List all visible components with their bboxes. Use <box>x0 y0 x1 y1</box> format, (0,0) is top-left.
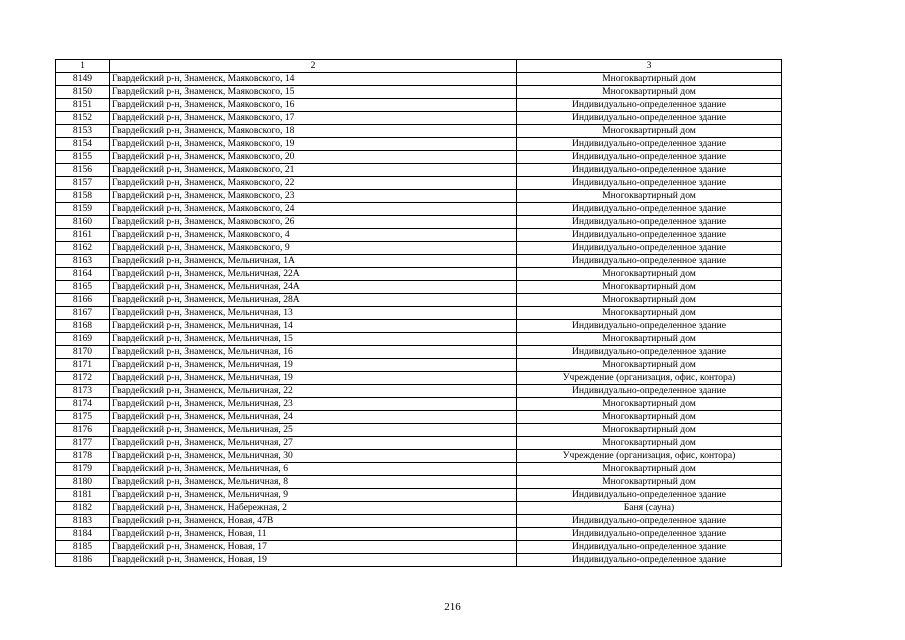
row-address: Гвардейский р-н, Знаменск, Новая, 17 <box>110 541 517 554</box>
row-number: 8157 <box>56 177 110 190</box>
table-row <box>56 411 782 424</box>
row-object-type: Многоквартирный дом <box>517 463 782 476</box>
row-object-type: Многоквартирный дом <box>517 476 782 489</box>
table-row <box>56 450 782 463</box>
row-object-type: Индивидуально-определенное здание <box>517 528 782 541</box>
row-number: 8158 <box>56 190 110 203</box>
column-header-number: 1 <box>56 60 110 73</box>
table-row <box>56 372 782 385</box>
row-object-type: Индивидуально-определенное здание <box>517 229 782 242</box>
table-row <box>56 99 782 112</box>
row-number: 8172 <box>56 372 110 385</box>
row-address: Гвардейский р-н, Знаменск, Новая, 19 <box>110 554 517 567</box>
row-object-type: Индивидуально-определенное здание <box>517 99 782 112</box>
table-row <box>56 346 782 359</box>
row-address: Гвардейский р-н, Знаменск, Мельничная, 30 <box>110 450 517 463</box>
table-row <box>56 359 782 372</box>
table-row <box>56 242 782 255</box>
row-object-type: Индивидуально-определенное здание <box>517 255 782 268</box>
table-row <box>56 320 782 333</box>
row-number: 8150 <box>56 86 110 99</box>
row-address: Гвардейский р-н, Знаменск, Маяковского, 21 <box>110 164 517 177</box>
row-number: 8177 <box>56 437 110 450</box>
row-object-type: Многоквартирный дом <box>517 398 782 411</box>
row-address: Гвардейский р-н, Знаменск, Маяковского, 26 <box>110 216 517 229</box>
table-row <box>56 476 782 489</box>
row-object-type: Многоквартирный дом <box>517 281 782 294</box>
row-number: 8154 <box>56 138 110 151</box>
row-number: 8182 <box>56 502 110 515</box>
row-number: 8170 <box>56 346 110 359</box>
table-row <box>56 86 782 99</box>
row-object-type: Многоквартирный дом <box>517 268 782 281</box>
row-object-type: Многоквартирный дом <box>517 190 782 203</box>
row-object-type: Индивидуально-определенное здание <box>517 164 782 177</box>
row-object-type: Баня (сауна) <box>517 502 782 515</box>
table-row <box>56 229 782 242</box>
row-object-type: Многоквартирный дом <box>517 294 782 307</box>
row-address: Гвардейский р-н, Знаменск, Мельничная, 15 <box>110 333 517 346</box>
header-row <box>56 60 782 73</box>
row-object-type: Учреждение (организация, офис, контора) <box>517 450 782 463</box>
row-address: Гвардейский р-н, Знаменск, Мельничная, 24А <box>110 281 517 294</box>
row-number: 8159 <box>56 203 110 216</box>
row-address: Гвардейский р-н, Знаменск, Маяковского, 18 <box>110 125 517 138</box>
row-address: Гвардейский р-н, Знаменск, Мельничная, 27 <box>110 437 517 450</box>
page-number: 216 <box>444 601 461 613</box>
row-address: Гвардейский р-н, Знаменск, Маяковского, 15 <box>110 86 517 99</box>
row-object-type: Индивидуально-определенное здание <box>517 216 782 229</box>
row-number: 8179 <box>56 463 110 476</box>
row-address: Гвардейский р-н, Знаменск, Маяковского, 4 <box>110 229 517 242</box>
row-address: Гвардейский р-н, Знаменск, Мельничная, 22 <box>110 385 517 398</box>
column-header-object-type: 3 <box>517 60 782 73</box>
row-address: Гвардейский р-н, Знаменск, Мельничная, 25 <box>110 424 517 437</box>
table-row <box>56 138 782 151</box>
row-object-type: Многоквартирный дом <box>517 359 782 372</box>
row-object-type: Индивидуально-определенное здание <box>517 177 782 190</box>
register-table <box>55 59 782 567</box>
table-body <box>56 73 782 567</box>
row-number: 8165 <box>56 281 110 294</box>
table-row <box>56 177 782 190</box>
row-number: 8153 <box>56 125 110 138</box>
row-number: 8175 <box>56 411 110 424</box>
column-header-address: 2 <box>110 60 517 73</box>
row-address: Гвардейский р-н, Знаменск, Мельничная, 14 <box>110 320 517 333</box>
row-number: 8151 <box>56 99 110 112</box>
row-object-type: Индивидуально-определенное здание <box>517 489 782 502</box>
table-row <box>56 216 782 229</box>
row-object-type: Многоквартирный дом <box>517 424 782 437</box>
table-row <box>56 73 782 86</box>
row-object-type: Многоквартирный дом <box>517 125 782 138</box>
row-address: Гвардейский р-н, Знаменск, Мельничная, 1А <box>110 255 517 268</box>
row-object-type: Индивидуально-определенное здание <box>517 385 782 398</box>
table-row <box>56 294 782 307</box>
table-row <box>56 385 782 398</box>
row-address: Гвардейский р-н, Знаменск, Маяковского, 17 <box>110 112 517 125</box>
row-object-type: Индивидуально-определенное здание <box>517 515 782 528</box>
row-object-type: Многоквартирный дом <box>517 73 782 86</box>
row-number: 8162 <box>56 242 110 255</box>
row-number: 8149 <box>56 73 110 86</box>
row-address: Гвардейский р-н, Знаменск, Мельничная, 6 <box>110 463 517 476</box>
row-address: Гвардейский р-н, Знаменск, Маяковского, 22 <box>110 177 517 190</box>
table-row <box>56 424 782 437</box>
row-address: Гвардейский р-н, Знаменск, Мельничная, 28А <box>110 294 517 307</box>
table-row <box>56 190 782 203</box>
row-number: 8155 <box>56 151 110 164</box>
table-row <box>56 125 782 138</box>
table-row <box>56 489 782 502</box>
row-number: 8171 <box>56 359 110 372</box>
row-address: Гвардейский р-н, Знаменск, Мельничная, 24 <box>110 411 517 424</box>
row-number: 8185 <box>56 541 110 554</box>
row-number: 8164 <box>56 268 110 281</box>
row-object-type: Индивидуально-определенное здание <box>517 554 782 567</box>
row-object-type: Индивидуально-определенное здание <box>517 346 782 359</box>
row-address: Гвардейский р-н, Знаменск, Мельничная, 23 <box>110 398 517 411</box>
row-address: Гвардейский р-н, Знаменск, Маяковского, 19 <box>110 138 517 151</box>
table-row <box>56 541 782 554</box>
row-address: Гвардейский р-н, Знаменск, Новая, 11 <box>110 528 517 541</box>
table-row <box>56 528 782 541</box>
row-address: Гвардейский р-н, Знаменск, Маяковского, 14 <box>110 73 517 86</box>
row-number: 8166 <box>56 294 110 307</box>
row-address: Гвардейский р-н, Знаменск, Новая, 47В <box>110 515 517 528</box>
row-number: 8156 <box>56 164 110 177</box>
row-number: 8180 <box>56 476 110 489</box>
row-address: Гвардейский р-н, Знаменск, Маяковского, 16 <box>110 99 517 112</box>
row-address: Гвардейский р-н, Знаменск, Маяковского, 9 <box>110 242 517 255</box>
row-address: Гвардейский р-н, Знаменск, Мельничная, 9 <box>110 489 517 502</box>
row-address: Гвардейский р-н, Знаменск, Маяковского, 24 <box>110 203 517 216</box>
row-number: 8160 <box>56 216 110 229</box>
row-object-type: Индивидуально-определенное здание <box>517 203 782 216</box>
table-row <box>56 151 782 164</box>
row-number: 8169 <box>56 333 110 346</box>
row-number: 8186 <box>56 554 110 567</box>
row-address: Гвардейский р-н, Знаменск, Набережная, 2 <box>110 502 517 515</box>
row-object-type: Учреждение (организация, офис, контора) <box>517 372 782 385</box>
row-address: Гвардейский р-н, Знаменск, Мельничная, 19 <box>110 372 517 385</box>
row-number: 8167 <box>56 307 110 320</box>
row-number: 8184 <box>56 528 110 541</box>
table-row <box>56 554 782 567</box>
row-object-type: Индивидуально-определенное здание <box>517 242 782 255</box>
table-row <box>56 463 782 476</box>
table-row <box>56 502 782 515</box>
row-object-type: Индивидуально-определенное здание <box>517 541 782 554</box>
table-header <box>56 60 782 73</box>
row-number: 8178 <box>56 450 110 463</box>
row-address: Гвардейский р-н, Знаменск, Маяковского, 20 <box>110 151 517 164</box>
row-number: 8174 <box>56 398 110 411</box>
row-object-type: Индивидуально-определенное здание <box>517 320 782 333</box>
row-object-type: Многоквартирный дом <box>517 437 782 450</box>
row-number: 8161 <box>56 229 110 242</box>
table-row <box>56 437 782 450</box>
row-object-type: Многоквартирный дом <box>517 411 782 424</box>
row-address: Гвардейский р-н, Знаменск, Мельничная, 19 <box>110 359 517 372</box>
table-row <box>56 515 782 528</box>
table-row <box>56 203 782 216</box>
row-number: 8173 <box>56 385 110 398</box>
row-object-type: Многоквартирный дом <box>517 333 782 346</box>
row-address: Гвардейский р-н, Знаменск, Мельничная, 16 <box>110 346 517 359</box>
row-address: Гвардейский р-н, Знаменск, Мельничная, 8 <box>110 476 517 489</box>
table-row <box>56 112 782 125</box>
table-row <box>56 281 782 294</box>
row-number: 8181 <box>56 489 110 502</box>
row-object-type: Многоквартирный дом <box>517 86 782 99</box>
row-object-type: Индивидуально-определенное здание <box>517 138 782 151</box>
table-row <box>56 398 782 411</box>
row-number: 8168 <box>56 320 110 333</box>
table-row <box>56 268 782 281</box>
row-address: Гвардейский р-н, Знаменск, Мельничная, 22А <box>110 268 517 281</box>
row-number: 8163 <box>56 255 110 268</box>
row-object-type: Многоквартирный дом <box>517 307 782 320</box>
row-number: 8183 <box>56 515 110 528</box>
row-object-type: Индивидуально-определенное здание <box>517 112 782 125</box>
row-address: Гвардейский р-н, Знаменск, Мельничная, 13 <box>110 307 517 320</box>
row-number: 8152 <box>56 112 110 125</box>
row-address: Гвардейский р-н, Знаменск, Маяковского, 23 <box>110 190 517 203</box>
table-row <box>56 164 782 177</box>
table-row <box>56 307 782 320</box>
row-object-type: Индивидуально-определенное здание <box>517 151 782 164</box>
table-row <box>56 255 782 268</box>
table-row <box>56 333 782 346</box>
row-number: 8176 <box>56 424 110 437</box>
